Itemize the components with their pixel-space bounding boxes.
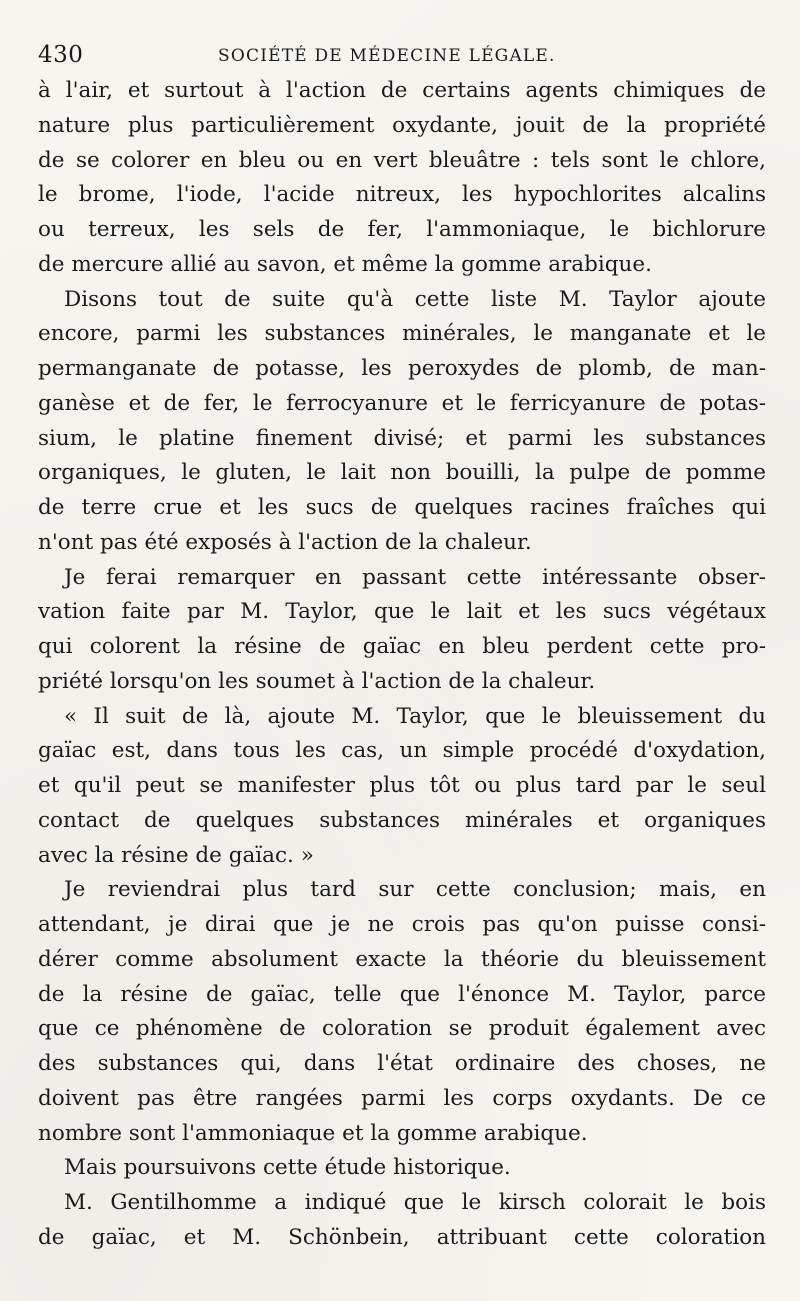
text-line: encore, parmi les substances minérales, le manganate et le: [38, 321, 766, 347]
text-line: vation faite par M. Taylor, que le lait et les sucs végétaux: [38, 599, 766, 625]
text-line: attendant, je dirai que je ne crois pas qu'on puisse consi-: [38, 912, 766, 937]
text-line: avec la résine de gaïac. »: [38, 842, 314, 868]
text-line: à l'air, et surtout à l'action de certains agents chimiques de: [38, 78, 766, 103]
text-line: Je ferai remarquer en passant cette intéressante obser-: [64, 564, 766, 590]
text-line: de se colorer en bleu ou en vert bleuâtre : tels sont le chlore,: [38, 147, 766, 173]
text-line: dérer comme absolument exacte la théorie du bleuissement: [38, 946, 766, 972]
text-line: « Il suit de là, ajoute M. Taylor, que le bleuissement du: [64, 703, 766, 729]
text-line: de terre crue et les sucs de quelques racines fraîches qui: [38, 495, 766, 520]
text-line: sium, le platine finement divisé; et parmi les substances: [38, 425, 766, 451]
text-line: doivent pas être rangées parmi les corps oxydants. De ce: [38, 1085, 766, 1111]
text-line: le brome, l'iode, l'acide nitreux, les hypochlorites alcalins: [38, 182, 766, 208]
text-line: et qu'il peut se manifester plus tôt ou plus tard par le seul: [38, 773, 766, 798]
text-line: des substances qui, dans l'état ordinaire des choses, ne: [38, 1051, 766, 1076]
text-line: contact de quelques substances minérales et organiques: [38, 807, 766, 833]
text-line: ou terreux, les sels de fer, l'ammoniaque, le bichlorure: [38, 217, 766, 242]
text-line: nombre sont l'ammoniaque et la gomme arabique.: [38, 1120, 588, 1146]
text-line: nature plus particulièrement oxydante, jouit de la propriété: [38, 112, 766, 138]
text-line: de la résine de gaïac, telle que l'énonce M. Taylor, parce: [38, 981, 766, 1007]
text-line: que ce phénomène de coloration se produit également avec: [38, 1016, 766, 1042]
page-number: 430: [38, 42, 84, 68]
text-line: organiques, le gluten, le lait non bouilli, la pulpe de pomme: [38, 460, 766, 486]
text-line: Je reviendrai plus tard sur cette conclusion; mais, en: [64, 877, 766, 903]
text-line: M. Gentilhomme a indiqué que le kirsch colorait le bois: [64, 1190, 766, 1215]
text-line: n'ont pas été exposés à l'action de la chaleur.: [38, 529, 532, 555]
text-line: de gaïac, et M. Schönbein, attribuant cette coloration: [38, 1224, 766, 1250]
text-line: permanganate de potasse, les peroxydes de plomb, de man-: [38, 356, 766, 381]
text-line: gaïac est, dans tous les cas, un simple procédé d'oxydation,: [38, 738, 766, 764]
body-text: [38, 74, 766, 1256]
text-line: ganèse et de fer, le ferrocyanure et le ferricyanure de potas-: [38, 390, 766, 416]
text-line: qui colorent la résine de gaïac en bleu perdent cette pro-: [38, 634, 766, 659]
running-head: [38, 28, 766, 74]
text-line: Mais poursuivons cette étude historique.: [64, 1155, 511, 1181]
text-line: Disons tout de suite qu'à cette liste M. Taylor ajoute: [64, 286, 766, 312]
text-line: de mercure allié au savon, et même la gomme arabique.: [38, 251, 652, 277]
running-title: SOCIÉTÉ DE MÉDECINE LÉGALE.: [218, 46, 556, 66]
text-line: priété lorsqu'on les soumet à l'action de la chaleur.: [38, 668, 596, 694]
